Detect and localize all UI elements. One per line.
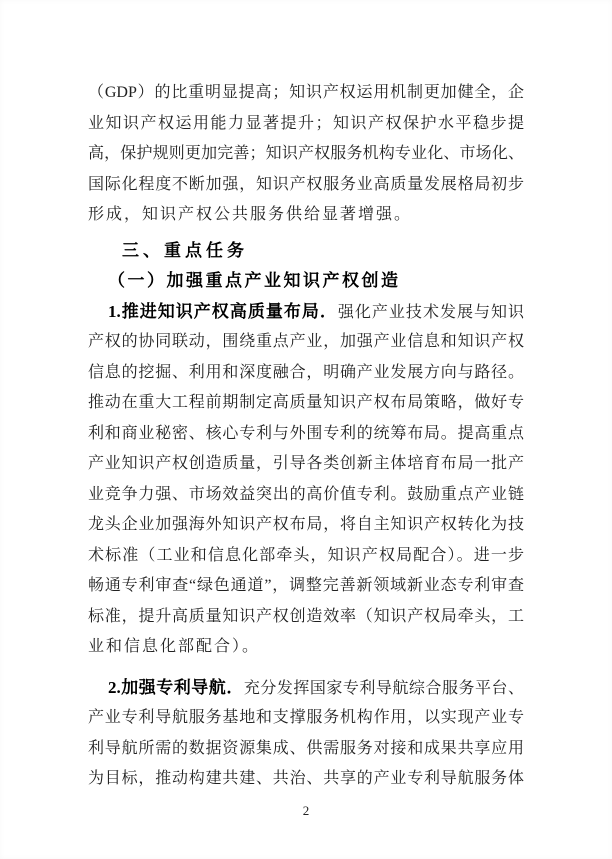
body-line: 业和信息化部配合）。: [88, 638, 261, 655]
body-line: （GDP）的比重明显提高；知识产权运用机制更加健全，企: [88, 84, 524, 101]
body-text: 充分发挥国家专利导航综合服务平台、: [243, 679, 524, 697]
paragraph-lead: 2.加强专利导航．: [108, 677, 244, 697]
body-line: 高，保护规则更加完善；知识产权服务机构专业化、市场化、: [88, 145, 524, 162]
paragraph-lead: 1.推进知识产权高质量布局．: [108, 301, 338, 321]
subsection-heading: （一）加强重点产业知识产权创造: [108, 271, 401, 290]
body-line: 信息的挖掘、利用和深度融合，明确产业发展方向与路径。: [88, 363, 524, 381]
body-line: 国际化程度不断加强，知识产权服务业高质量发展格局初步: [88, 175, 524, 193]
body-line: 业知识产权运用能力显著提升；知识产权保护水平稳步提: [88, 114, 524, 132]
body-line: [88, 673, 524, 704]
section-heading: 三、重点任务: [122, 240, 248, 260]
page-number: 2: [302, 803, 310, 818]
body-line: [88, 297, 524, 328]
body-line: 畅通专利审查“绿色通道”，调整完善新领域新业态专利审查: [88, 577, 524, 594]
body-line: 利导航所需的数据资源集成、供需服务对接和成果共享应用: [88, 739, 524, 757]
body-line: 龙头企业加强海外知识产权布局，将自主知识产权转化为技: [88, 516, 524, 533]
page-content: [88, 78, 524, 795]
body-line: 业竞争力强、市场效益突出的高价值专利。鼓励重点产业链: [88, 485, 524, 503]
body-text: 强化产业技术发展与知识: [337, 303, 524, 321]
body-line: 利和商业秘密、核心专利与外围专利的统筹布局。提高重点: [88, 424, 524, 442]
body-line: 产权的协同联动，围绕重点产业，加强产业信息和知识产权: [88, 333, 524, 350]
body-line: 术标准（工业和信息化部牵头，知识产权局配合）。进一步: [88, 546, 524, 564]
body-line: 标准，提升高质量知识产权创造效率（知识产权局牵头，工: [88, 607, 524, 625]
body-line: 产业知识产权创造质量，引导各类创新主体培育布局一批产: [88, 455, 524, 472]
body-line: 为目标，推动构建共建、共治、共享的产业专利导航服务体: [88, 770, 524, 787]
body-line: 形成，知识产权公共服务供给显著增强。: [88, 206, 413, 223]
body-line: 产业专利导航服务基地和支撑服务机构作用，以实现产业专: [88, 709, 524, 726]
body-line: 推动在重大工程前期制定高质量知识产权布局策略，做好专: [88, 394, 524, 411]
